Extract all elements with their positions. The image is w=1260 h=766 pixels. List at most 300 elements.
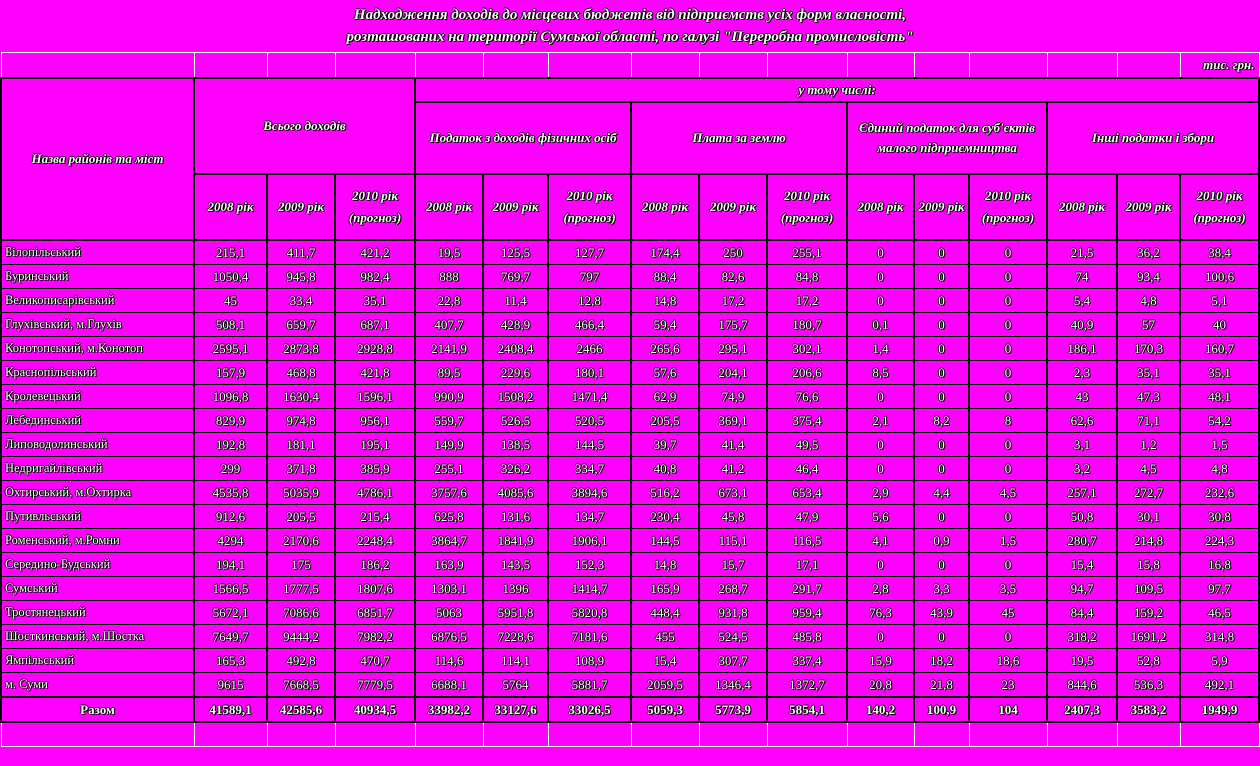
- value-cell: 125,5: [483, 240, 548, 265]
- value-cell: 0: [914, 385, 969, 409]
- value-cell: 334,7: [548, 457, 631, 481]
- value-cell: 180,7: [767, 313, 847, 337]
- value-cell: 508,1: [194, 313, 267, 337]
- value-cell: 2873,8: [267, 337, 335, 361]
- value-cell: 0: [969, 433, 1047, 457]
- value-cell: 46,5: [1180, 601, 1259, 625]
- value-cell: 152,3: [548, 553, 631, 577]
- value-cell: 174,4: [631, 240, 699, 265]
- value-cell: 62,9: [631, 385, 699, 409]
- value-cell: 62,6: [1047, 409, 1117, 433]
- year-header-3-2: 2010 рік (прогноз): [969, 174, 1047, 240]
- year-header-4-2: 2010 рік (прогноз): [1180, 174, 1259, 240]
- value-cell: 0: [914, 240, 969, 265]
- value-cell: 428,9: [483, 313, 548, 337]
- value-cell: 371,8: [267, 457, 335, 481]
- value-cell: 39,7: [631, 433, 699, 457]
- value-cell: 302,1: [767, 337, 847, 361]
- value-cell: 47,9: [767, 505, 847, 529]
- value-cell: 0: [847, 385, 914, 409]
- value-cell: 16,8: [1180, 553, 1259, 577]
- value-cell: 1372,7: [767, 673, 847, 698]
- value-cell: 3,1: [1047, 433, 1117, 457]
- table-row: [1, 313, 1259, 337]
- value-cell: 1777,5: [267, 577, 335, 601]
- value-cell: 30,8: [1180, 505, 1259, 529]
- district-name: Недригайлівський: [1, 457, 194, 481]
- value-cell: 7181,6: [548, 625, 631, 649]
- including-header: у тому числі:: [415, 78, 1259, 102]
- value-cell: 45,8: [699, 505, 767, 529]
- district-name: Охтирський, м.Охтирка: [1, 481, 194, 505]
- value-cell: 3757,6: [415, 481, 483, 505]
- value-cell: 14,8: [631, 289, 699, 313]
- value-cell: 5,9: [1180, 649, 1259, 673]
- value-cell: 41589,1: [194, 697, 267, 722]
- value-cell: 33026,5: [548, 697, 631, 722]
- value-cell: 956,1: [335, 409, 415, 433]
- value-cell: 7228,6: [483, 625, 548, 649]
- name-column-header: Назва районів та міст: [1, 78, 194, 240]
- value-cell: 180,1: [548, 361, 631, 385]
- value-cell: 4,5: [1117, 457, 1180, 481]
- value-cell: 931,8: [699, 601, 767, 625]
- value-cell: 19,5: [415, 240, 483, 265]
- year-header-3-0: 2008 рік: [847, 174, 914, 240]
- value-cell: 990,9: [415, 385, 483, 409]
- value-cell: 40: [1180, 313, 1259, 337]
- value-cell: 0: [969, 385, 1047, 409]
- value-cell: 2407,3: [1047, 697, 1117, 722]
- value-cell: 1691,2: [1117, 625, 1180, 649]
- value-cell: 1414,7: [548, 577, 631, 601]
- value-cell: 4294: [194, 529, 267, 553]
- table-row: [1, 481, 1259, 505]
- group-header-single-tax: Єдиний податок для суб'єктів малого підприємництва: [847, 102, 1047, 174]
- value-cell: 974,8: [267, 409, 335, 433]
- value-cell: 516,2: [631, 481, 699, 505]
- page-title: [0, 0, 1260, 52]
- value-cell: 8,2: [914, 409, 969, 433]
- year-header-0-0: 2008 рік: [194, 174, 267, 240]
- value-cell: 1841,9: [483, 529, 548, 553]
- value-cell: 100,6: [1180, 265, 1259, 289]
- table-row: [1, 553, 1259, 577]
- value-cell: 206,6: [767, 361, 847, 385]
- revenue-table: [0, 52, 1260, 747]
- district-name: Тростянецький: [1, 601, 194, 625]
- value-cell: 232,6: [1180, 481, 1259, 505]
- total-label: Разом: [1, 697, 194, 722]
- value-cell: 43: [1047, 385, 1117, 409]
- value-cell: 2408,4: [483, 337, 548, 361]
- value-cell: 35,1: [335, 289, 415, 313]
- value-cell: 5764: [483, 673, 548, 698]
- group-header-other: Інші податки і збори: [1047, 102, 1259, 174]
- value-cell: 485,8: [767, 625, 847, 649]
- value-cell: 280,7: [1047, 529, 1117, 553]
- value-cell: 14,8: [631, 553, 699, 577]
- value-cell: 15,4: [631, 649, 699, 673]
- value-cell: 127,7: [548, 240, 631, 265]
- value-cell: 165,3: [194, 649, 267, 673]
- value-cell: 468,8: [267, 361, 335, 385]
- value-cell: 0,9: [914, 529, 969, 553]
- value-cell: 0: [914, 625, 969, 649]
- value-cell: 140,2: [847, 697, 914, 722]
- value-cell: 23: [969, 673, 1047, 698]
- value-cell: 33,4: [267, 289, 335, 313]
- value-cell: 0: [969, 337, 1047, 361]
- value-cell: 559,7: [415, 409, 483, 433]
- value-cell: 84,4: [1047, 601, 1117, 625]
- value-cell: 0: [969, 361, 1047, 385]
- value-cell: 2466: [548, 337, 631, 361]
- year-header-0-2: 2010 рік (прогноз): [335, 174, 415, 240]
- value-cell: 35,1: [1117, 361, 1180, 385]
- value-cell: 4535,8: [194, 481, 267, 505]
- value-cell: 15,9: [847, 649, 914, 673]
- value-cell: 0: [914, 265, 969, 289]
- value-cell: 144,5: [631, 529, 699, 553]
- table-row: [1, 361, 1259, 385]
- value-cell: 45: [194, 289, 267, 313]
- table-row: [1, 577, 1259, 601]
- value-cell: 0: [847, 289, 914, 313]
- value-cell: 45: [969, 601, 1047, 625]
- year-header-4-0: 2008 рік: [1047, 174, 1117, 240]
- value-cell: 5820,8: [548, 601, 631, 625]
- value-cell: 466,4: [548, 313, 631, 337]
- value-cell: 76,3: [847, 601, 914, 625]
- district-name: Липоводолинський: [1, 433, 194, 457]
- value-cell: 0: [914, 505, 969, 529]
- value-cell: 41,4: [699, 433, 767, 457]
- table-row: [1, 673, 1259, 698]
- value-cell: 4,1: [847, 529, 914, 553]
- value-cell: 7779,5: [335, 673, 415, 698]
- value-cell: 299: [194, 457, 267, 481]
- value-cell: 230,4: [631, 505, 699, 529]
- value-cell: 0: [914, 337, 969, 361]
- value-cell: 0: [969, 625, 1047, 649]
- value-cell: 0: [969, 289, 1047, 313]
- value-cell: 337,4: [767, 649, 847, 673]
- value-cell: 1807,6: [335, 577, 415, 601]
- value-cell: 1346,4: [699, 673, 767, 698]
- value-cell: 7086,6: [267, 601, 335, 625]
- value-cell: 38,4: [1180, 240, 1259, 265]
- value-cell: 195,1: [335, 433, 415, 457]
- value-cell: 50,8: [1047, 505, 1117, 529]
- value-cell: 17,2: [767, 289, 847, 313]
- value-cell: 307,7: [699, 649, 767, 673]
- value-cell: 385,9: [335, 457, 415, 481]
- value-cell: 33127,6: [483, 697, 548, 722]
- value-cell: 157,9: [194, 361, 267, 385]
- table-row: [1, 265, 1259, 289]
- year-header-2-1: 2009 рік: [699, 174, 767, 240]
- total-group-header: Всього доходів: [194, 78, 415, 174]
- value-cell: 215,1: [194, 240, 267, 265]
- value-cell: 0: [914, 289, 969, 313]
- value-cell: 2248,4: [335, 529, 415, 553]
- district-name: Ямпільський: [1, 649, 194, 673]
- year-header-4-1: 2009 рік: [1117, 174, 1180, 240]
- value-cell: 94,7: [1047, 577, 1117, 601]
- value-cell: 229,6: [483, 361, 548, 385]
- unit-row: [1, 53, 1259, 79]
- value-cell: 265,6: [631, 337, 699, 361]
- value-cell: 9444,2: [267, 625, 335, 649]
- value-cell: 12,8: [548, 289, 631, 313]
- value-cell: 175: [267, 553, 335, 577]
- value-cell: 0: [969, 505, 1047, 529]
- value-cell: 492,1: [1180, 673, 1259, 698]
- value-cell: 165,9: [631, 577, 699, 601]
- value-cell: 470,7: [335, 649, 415, 673]
- district-name: Путивльський: [1, 505, 194, 529]
- value-cell: 143,5: [483, 553, 548, 577]
- value-cell: 526,5: [483, 409, 548, 433]
- value-cell: 0: [847, 240, 914, 265]
- value-cell: 4,5: [969, 481, 1047, 505]
- value-cell: 3864,7: [415, 529, 483, 553]
- value-cell: 2,8: [847, 577, 914, 601]
- total-row: [1, 697, 1259, 722]
- value-cell: 1566,5: [194, 577, 267, 601]
- value-cell: 625,8: [415, 505, 483, 529]
- value-cell: 0: [914, 313, 969, 337]
- district-name: Шосткинський, м.Шостка: [1, 625, 194, 649]
- value-cell: 22,8: [415, 289, 483, 313]
- value-cell: 314,8: [1180, 625, 1259, 649]
- value-cell: 1,5: [969, 529, 1047, 553]
- value-cell: 4085,6: [483, 481, 548, 505]
- value-cell: 421,8: [335, 361, 415, 385]
- value-cell: 84,8: [767, 265, 847, 289]
- value-cell: 255,1: [415, 457, 483, 481]
- value-cell: 2595,1: [194, 337, 267, 361]
- value-cell: 40934,5: [335, 697, 415, 722]
- value-cell: 272,7: [1117, 481, 1180, 505]
- value-cell: 3,2: [1047, 457, 1117, 481]
- table-row: [1, 601, 1259, 625]
- value-cell: 138,5: [483, 433, 548, 457]
- table-row: [1, 625, 1259, 649]
- year-header-0-1: 2009 рік: [267, 174, 335, 240]
- value-cell: 829,9: [194, 409, 267, 433]
- value-cell: 59,4: [631, 313, 699, 337]
- value-cell: 6688,1: [415, 673, 483, 698]
- value-cell: 0: [969, 240, 1047, 265]
- value-cell: 47,3: [1117, 385, 1180, 409]
- value-cell: 1,4: [847, 337, 914, 361]
- value-cell: 192,8: [194, 433, 267, 457]
- value-cell: 0: [914, 553, 969, 577]
- value-cell: 163,9: [415, 553, 483, 577]
- value-cell: 0: [847, 433, 914, 457]
- value-cell: 4,4: [914, 481, 969, 505]
- value-cell: 89,5: [415, 361, 483, 385]
- value-cell: 204,1: [699, 361, 767, 385]
- value-cell: 224,3: [1180, 529, 1259, 553]
- table-row: [1, 505, 1259, 529]
- value-cell: 54,2: [1180, 409, 1259, 433]
- district-name: Середино-Будський: [1, 553, 194, 577]
- value-cell: 1508,2: [483, 385, 548, 409]
- value-cell: 76,6: [767, 385, 847, 409]
- value-cell: 1630,4: [267, 385, 335, 409]
- value-cell: 109,5: [1117, 577, 1180, 601]
- value-cell: 144,5: [548, 433, 631, 457]
- table-row: [1, 529, 1259, 553]
- value-cell: 40,8: [631, 457, 699, 481]
- value-cell: 2170,6: [267, 529, 335, 553]
- district-name: Великописарівський: [1, 289, 194, 313]
- district-name: м. Суми: [1, 673, 194, 698]
- value-cell: 19,5: [1047, 649, 1117, 673]
- value-cell: 687,1: [335, 313, 415, 337]
- value-cell: 116,5: [767, 529, 847, 553]
- value-cell: 108,9: [548, 649, 631, 673]
- value-cell: 7982,2: [335, 625, 415, 649]
- value-cell: 4,8: [1180, 457, 1259, 481]
- value-cell: 41,2: [699, 457, 767, 481]
- value-cell: 215,4: [335, 505, 415, 529]
- value-cell: 186,2: [335, 553, 415, 577]
- table-body: [1, 240, 1259, 722]
- value-cell: 0: [914, 457, 969, 481]
- value-cell: 0: [914, 361, 969, 385]
- value-cell: 520,5: [548, 409, 631, 433]
- value-cell: 1949,9: [1180, 697, 1259, 722]
- district-name: Буринський: [1, 265, 194, 289]
- value-cell: 11,4: [483, 289, 548, 313]
- value-cell: 88,4: [631, 265, 699, 289]
- district-name: Сумський: [1, 577, 194, 601]
- year-header-1-1: 2009 рік: [483, 174, 548, 240]
- value-cell: 0: [969, 457, 1047, 481]
- value-cell: 57: [1117, 313, 1180, 337]
- value-cell: 205,5: [267, 505, 335, 529]
- value-cell: 49,5: [767, 433, 847, 457]
- value-cell: 114,6: [415, 649, 483, 673]
- value-cell: 7649,7: [194, 625, 267, 649]
- value-cell: 1096,8: [194, 385, 267, 409]
- value-cell: 97,7: [1180, 577, 1259, 601]
- table-row: [1, 433, 1259, 457]
- value-cell: 2,1: [847, 409, 914, 433]
- value-cell: 0: [969, 553, 1047, 577]
- district-name: Лебединський: [1, 409, 194, 433]
- table-row: [1, 385, 1259, 409]
- value-cell: 769,7: [483, 265, 548, 289]
- value-cell: 181,1: [267, 433, 335, 457]
- value-cell: 115,1: [699, 529, 767, 553]
- value-cell: 959,4: [767, 601, 847, 625]
- value-cell: 2,9: [847, 481, 914, 505]
- value-cell: 5951,8: [483, 601, 548, 625]
- value-cell: 5,6: [847, 505, 914, 529]
- value-cell: 653,4: [767, 481, 847, 505]
- value-cell: 318,2: [1047, 625, 1117, 649]
- value-cell: 42585,6: [267, 697, 335, 722]
- value-cell: 74: [1047, 265, 1117, 289]
- value-cell: 21,8: [914, 673, 969, 698]
- value-cell: 1471,4: [548, 385, 631, 409]
- value-cell: 175,7: [699, 313, 767, 337]
- value-cell: 5881,7: [548, 673, 631, 698]
- value-cell: 369,1: [699, 409, 767, 433]
- value-cell: 945,8: [267, 265, 335, 289]
- value-cell: 17,2: [699, 289, 767, 313]
- value-cell: 524,5: [699, 625, 767, 649]
- value-cell: 421,2: [335, 240, 415, 265]
- value-cell: 0: [969, 265, 1047, 289]
- value-cell: 52,8: [1117, 649, 1180, 673]
- value-cell: 205,5: [631, 409, 699, 433]
- title-line-1: Надходження доходів до місцевих бюджетів від підприємств усіх форм власності,: [353, 7, 907, 23]
- value-cell: 448,4: [631, 601, 699, 625]
- value-cell: 104: [969, 697, 1047, 722]
- value-cell: 93,4: [1117, 265, 1180, 289]
- year-header-3-1: 2009 рік: [914, 174, 969, 240]
- value-cell: 82,6: [699, 265, 767, 289]
- value-cell: 71,1: [1117, 409, 1180, 433]
- value-cell: 57,6: [631, 361, 699, 385]
- table-row: [1, 240, 1259, 265]
- value-cell: 6876,5: [415, 625, 483, 649]
- value-cell: 159,2: [1117, 601, 1180, 625]
- value-cell: 0: [914, 433, 969, 457]
- empty-row: [1, 722, 1259, 747]
- value-cell: 257,1: [1047, 481, 1117, 505]
- value-cell: 3,3: [914, 577, 969, 601]
- value-cell: 36,2: [1117, 240, 1180, 265]
- value-cell: 214,8: [1117, 529, 1180, 553]
- value-cell: 2141,9: [415, 337, 483, 361]
- value-cell: 1,5: [1180, 433, 1259, 457]
- value-cell: 2059,5: [631, 673, 699, 698]
- value-cell: 48,1: [1180, 385, 1259, 409]
- title-line-2: розташованих на території Сумської області, по галузі "Переробна промисловість": [346, 29, 914, 45]
- value-cell: 982,4: [335, 265, 415, 289]
- value-cell: 673,1: [699, 481, 767, 505]
- value-cell: 100,9: [914, 697, 969, 722]
- value-cell: 3583,2: [1117, 697, 1180, 722]
- value-cell: 149,9: [415, 433, 483, 457]
- value-cell: 5854,1: [767, 697, 847, 722]
- value-cell: 5672,1: [194, 601, 267, 625]
- value-cell: 0: [969, 313, 1047, 337]
- value-cell: 30,1: [1117, 505, 1180, 529]
- district-name: Роменський, м.Ромни: [1, 529, 194, 553]
- value-cell: 659,7: [267, 313, 335, 337]
- value-cell: 268,7: [699, 577, 767, 601]
- value-cell: 1050,4: [194, 265, 267, 289]
- value-cell: 5059,3: [631, 697, 699, 722]
- district-name: Білопільський: [1, 240, 194, 265]
- value-cell: 536,3: [1117, 673, 1180, 698]
- value-cell: 0: [847, 625, 914, 649]
- value-cell: 7668,5: [267, 673, 335, 698]
- value-cell: 18,2: [914, 649, 969, 673]
- value-cell: 375,4: [767, 409, 847, 433]
- value-cell: 2928,8: [335, 337, 415, 361]
- value-cell: 1,2: [1117, 433, 1180, 457]
- year-header-2-2: 2010 рік (прогноз): [767, 174, 847, 240]
